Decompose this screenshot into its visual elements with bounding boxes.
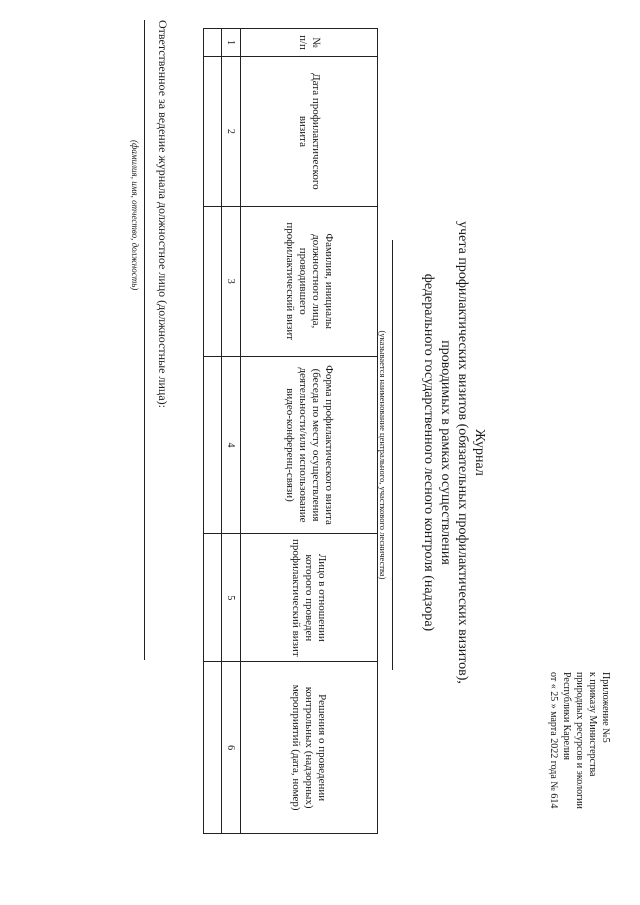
column-number-row [222, 29, 241, 834]
column-number: 4 [222, 356, 241, 534]
column-header: Форма профилактического визита (беседа по месту осуществления деятельности/или использование видео-конференц-связи) [241, 356, 378, 534]
appendix-line: природных ресурсов и экологии [574, 672, 585, 809]
column-number: 3 [222, 206, 241, 356]
organization-note: (указывается наименование центрального, участкового лесничества) [378, 330, 388, 580]
column-header: Дата профилактического визита [241, 56, 378, 206]
appendix-line: к приказу Министерства [587, 672, 598, 777]
journal-table [203, 28, 378, 834]
appendix-block [547, 672, 612, 892]
table-header-row [241, 29, 378, 834]
table-cell[interactable] [204, 29, 222, 57]
column-number: 6 [222, 662, 241, 834]
responsible-person-label: Ответственное за ведение журнала должностное лицо (должностные лица): [156, 20, 170, 408]
responsible-person-fill-line [144, 20, 145, 660]
column-header: Лицо в отношении которого проведен профилактический визит [241, 534, 378, 662]
title-line: учета профилактических визитов (обязательных профилактических визитов), [455, 221, 470, 684]
title-line: федерального государственного лесного контроля (надзора) [421, 273, 436, 632]
table-cell[interactable] [204, 534, 222, 662]
title-line: проводимых в рамках осуществления [438, 340, 453, 565]
appendix-line: от « 25 » марта 2022 года № 614 [548, 672, 559, 809]
title-heading: Журнал [472, 429, 487, 476]
table-cell[interactable] [204, 356, 222, 534]
column-number: 2 [222, 56, 241, 206]
table-row [204, 29, 222, 834]
appendix-line: Приложение №5 [600, 672, 611, 743]
column-header: Решения о проведении контрольных (надзорных) мероприятий (дата, номер) [241, 662, 378, 834]
column-header: № п/п [241, 29, 378, 57]
appendix-line: Республики Карелия [561, 672, 572, 761]
organization-fill-line [392, 240, 393, 670]
column-header: Фамилия, инициалы должностного лица, проводившего профилактический визит [241, 206, 378, 356]
document-title [420, 0, 488, 905]
column-number: 5 [222, 534, 241, 662]
table-cell[interactable] [204, 662, 222, 834]
table-cell[interactable] [204, 56, 222, 206]
responsible-person-note: (фамилия, имя, отчество, должность) [130, 140, 140, 291]
column-number: 1 [222, 29, 241, 57]
table-cell[interactable] [204, 206, 222, 356]
